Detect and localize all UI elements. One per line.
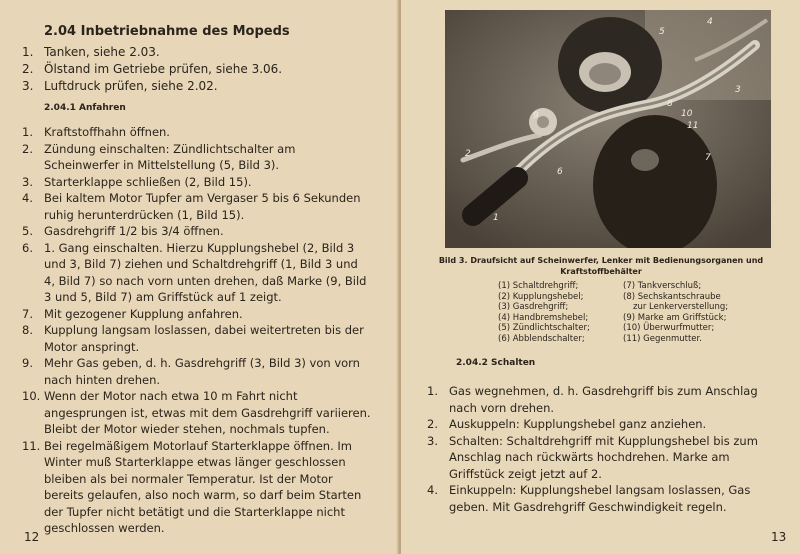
legend-left: [498, 281, 590, 344]
item-text: 1. Gang einschalten. Hierzu Kupplungshebel (2, Bild 3 und 3, Bild 7) ziehen und Schaltdrehgriff (1, Bild 3 und 4, Bild 7) so nach vorn unten drehen, daß Marke (9, Bild 3 und 5, Bild 7) am Griffstück auf 1 zeigt.: [44, 240, 367, 304]
item-text: Luftdruck prüfen, siehe 2.02.: [44, 79, 218, 93]
figure-caption: Bild 3. Draufsicht auf Scheinwerfer, Lenker mit Bedienungsorganen und Kraftstoffbehälter: [438, 256, 764, 276]
list-item: [22, 223, 372, 240]
subsection-title-anfahren: 2.04.1 Anfahren: [44, 103, 126, 113]
list-item: [427, 433, 772, 483]
legend-item: zur Lenkerverstellung;: [633, 302, 729, 312]
photo-label: 8: [667, 99, 673, 109]
legend-item: (10) Überwurfmutter;: [623, 323, 715, 333]
subsection-title-schalten: 2.04.2 Schalten: [456, 358, 536, 368]
item-number: 1.: [22, 45, 34, 59]
item-number: 8.: [22, 323, 33, 337]
photo-label: 11: [687, 121, 699, 131]
item-number: 1.: [22, 125, 33, 139]
page-number-left: 12: [24, 530, 40, 544]
item-text: Starterklappe schließen (2, Bild 15).: [44, 174, 252, 189]
right-page: [401, 0, 800, 554]
list-item: [22, 61, 372, 78]
list-item: [427, 383, 772, 416]
item-text: Bei regelmäßigem Motorlauf Starterklappe öffnen. Im Winter muß Starterklappe etwas länger geschlossen bleiben als bei normaler Temperatur. Ist der Motor bereits gelaufen, also noch warm, so darf beim Starten der Tupfer nicht betätigt und die Starterklappe nicht geschlossen werden.: [44, 438, 362, 535]
legend-item: (4) Handbremshebel;: [498, 312, 589, 323]
item-number: 10.: [22, 389, 41, 403]
photo-label: 10: [681, 109, 693, 119]
legend-item: (3) Gasdrehgriff;: [498, 302, 569, 312]
legend-item: (2) Kupplungshebel;: [498, 291, 584, 302]
item-text: Einkuppeln: Kupplungshebel langsam loslassen, Gas geben. Mit Gasdrehgriff Geschwindigkeit regeln.: [449, 483, 751, 514]
list-item: [22, 306, 372, 323]
photo-label: 9: [533, 111, 539, 121]
item-text: Bei kaltem Motor Tupfer am Vergaser 5 bis 6 Sekunden ruhig herunterdrücken (1, Bild 15).: [44, 191, 361, 222]
photo-label: 1: [493, 213, 499, 223]
item-number: 1.: [427, 384, 438, 398]
list-item: [22, 141, 372, 174]
intro-list: [22, 44, 372, 95]
list-item: [22, 190, 372, 223]
list-item: [22, 124, 372, 141]
left-page: [0, 0, 399, 554]
item-text: Ölstand im Getriebe prüfen, siehe 3.06.: [44, 62, 283, 76]
legend-item: (8) Sechskantschraube: [623, 291, 721, 302]
legend-item: (1) Schaltdrehgriff;: [498, 281, 579, 291]
item-text: Kraftstoffhahn öffnen.: [44, 125, 170, 139]
list-item: [22, 240, 372, 306]
photo-label: 4: [707, 17, 713, 27]
start-list: [22, 124, 372, 537]
list-item: [22, 388, 372, 438]
legend-item: (9) Marke am Griffstück;: [623, 312, 727, 323]
legend-item: (5) Zündlichtschalter;: [498, 323, 590, 333]
photo-label: 2: [465, 149, 471, 159]
list-item: [22, 174, 372, 191]
item-number: 11.: [22, 438, 41, 453]
item-number: 6.: [22, 240, 33, 255]
item-text: Auskuppeln: Kupplungshebel ganz anziehen.: [449, 417, 707, 431]
list-item: [22, 322, 372, 355]
item-text: Kupplung langsam loslassen, dabei weitertreten bis der Motor anspringt.: [44, 323, 364, 354]
moped-photo-illustration: [445, 10, 771, 248]
legend-item: (7) Tankverschluß;: [623, 281, 702, 291]
item-number: 4.: [427, 483, 438, 497]
legend-item: (6) Abblendschalter;: [498, 333, 585, 344]
item-number: 3.: [427, 433, 438, 448]
item-number: 3.: [22, 79, 34, 93]
item-text: Gas wegnehmen, d. h. Gasdrehgriff bis zum Anschlag nach vorn drehen.: [449, 384, 758, 415]
list-item: [427, 482, 772, 515]
photo-label: 7: [705, 153, 711, 163]
item-text: Gasdrehgriff 1/2 bis 3/4 öffnen.: [44, 224, 224, 238]
item-number: 4.: [22, 191, 33, 205]
item-number: 9.: [22, 356, 33, 370]
item-text: Wenn der Motor nach etwa 10 m Fahrt nicht angesprungen ist, etwas mit dem Gasdrehgriff variieren. Bleibt der Motor wieder stehen, nochmals tupfen.: [44, 389, 371, 436]
item-number: 5.: [22, 224, 33, 238]
item-number: 2.: [427, 417, 438, 431]
list-item: [22, 78, 372, 95]
section-title: 2.04 Inbetriebnahme des Mopeds: [44, 24, 290, 39]
photo-label: 3: [735, 85, 741, 95]
item-text: Tanken, siehe 2.03.: [44, 45, 160, 59]
list-item: [427, 416, 772, 433]
item-text: Mit gezogener Kupplung anfahren.: [44, 306, 243, 321]
item-text: Zündung einschalten: Zündlichtschalter am Scheinwerfer in Mittelstellung (5, Bild 3).: [44, 141, 296, 172]
item-number: 2.: [22, 62, 34, 76]
item-text: Schalten: Schaltdrehgriff mit Kupplungshebel bis zum Anschlag nach rückwärts hochdrehen. Marke am Griffstück zeigt jetzt auf 2.: [449, 433, 758, 481]
page-number-right: 13: [771, 530, 787, 544]
item-number: 7.: [22, 306, 33, 321]
item-text: Mehr Gas geben, d. h. Gasdrehgriff (3, Bild 3) von vorn nach hinten drehen.: [44, 356, 360, 387]
item-number: 2.: [22, 141, 33, 156]
shift-list: [427, 383, 772, 515]
photo-label: 6: [557, 167, 563, 177]
moped-handlebar-photo: [445, 10, 771, 248]
legend-item: (11) Gegenmutter.: [623, 333, 702, 344]
legend-right: [623, 281, 728, 344]
list-item: [22, 44, 372, 61]
photo-label: 5: [659, 27, 665, 37]
list-item: [22, 438, 372, 537]
list-item: [22, 355, 372, 388]
item-number: 3.: [22, 174, 33, 189]
